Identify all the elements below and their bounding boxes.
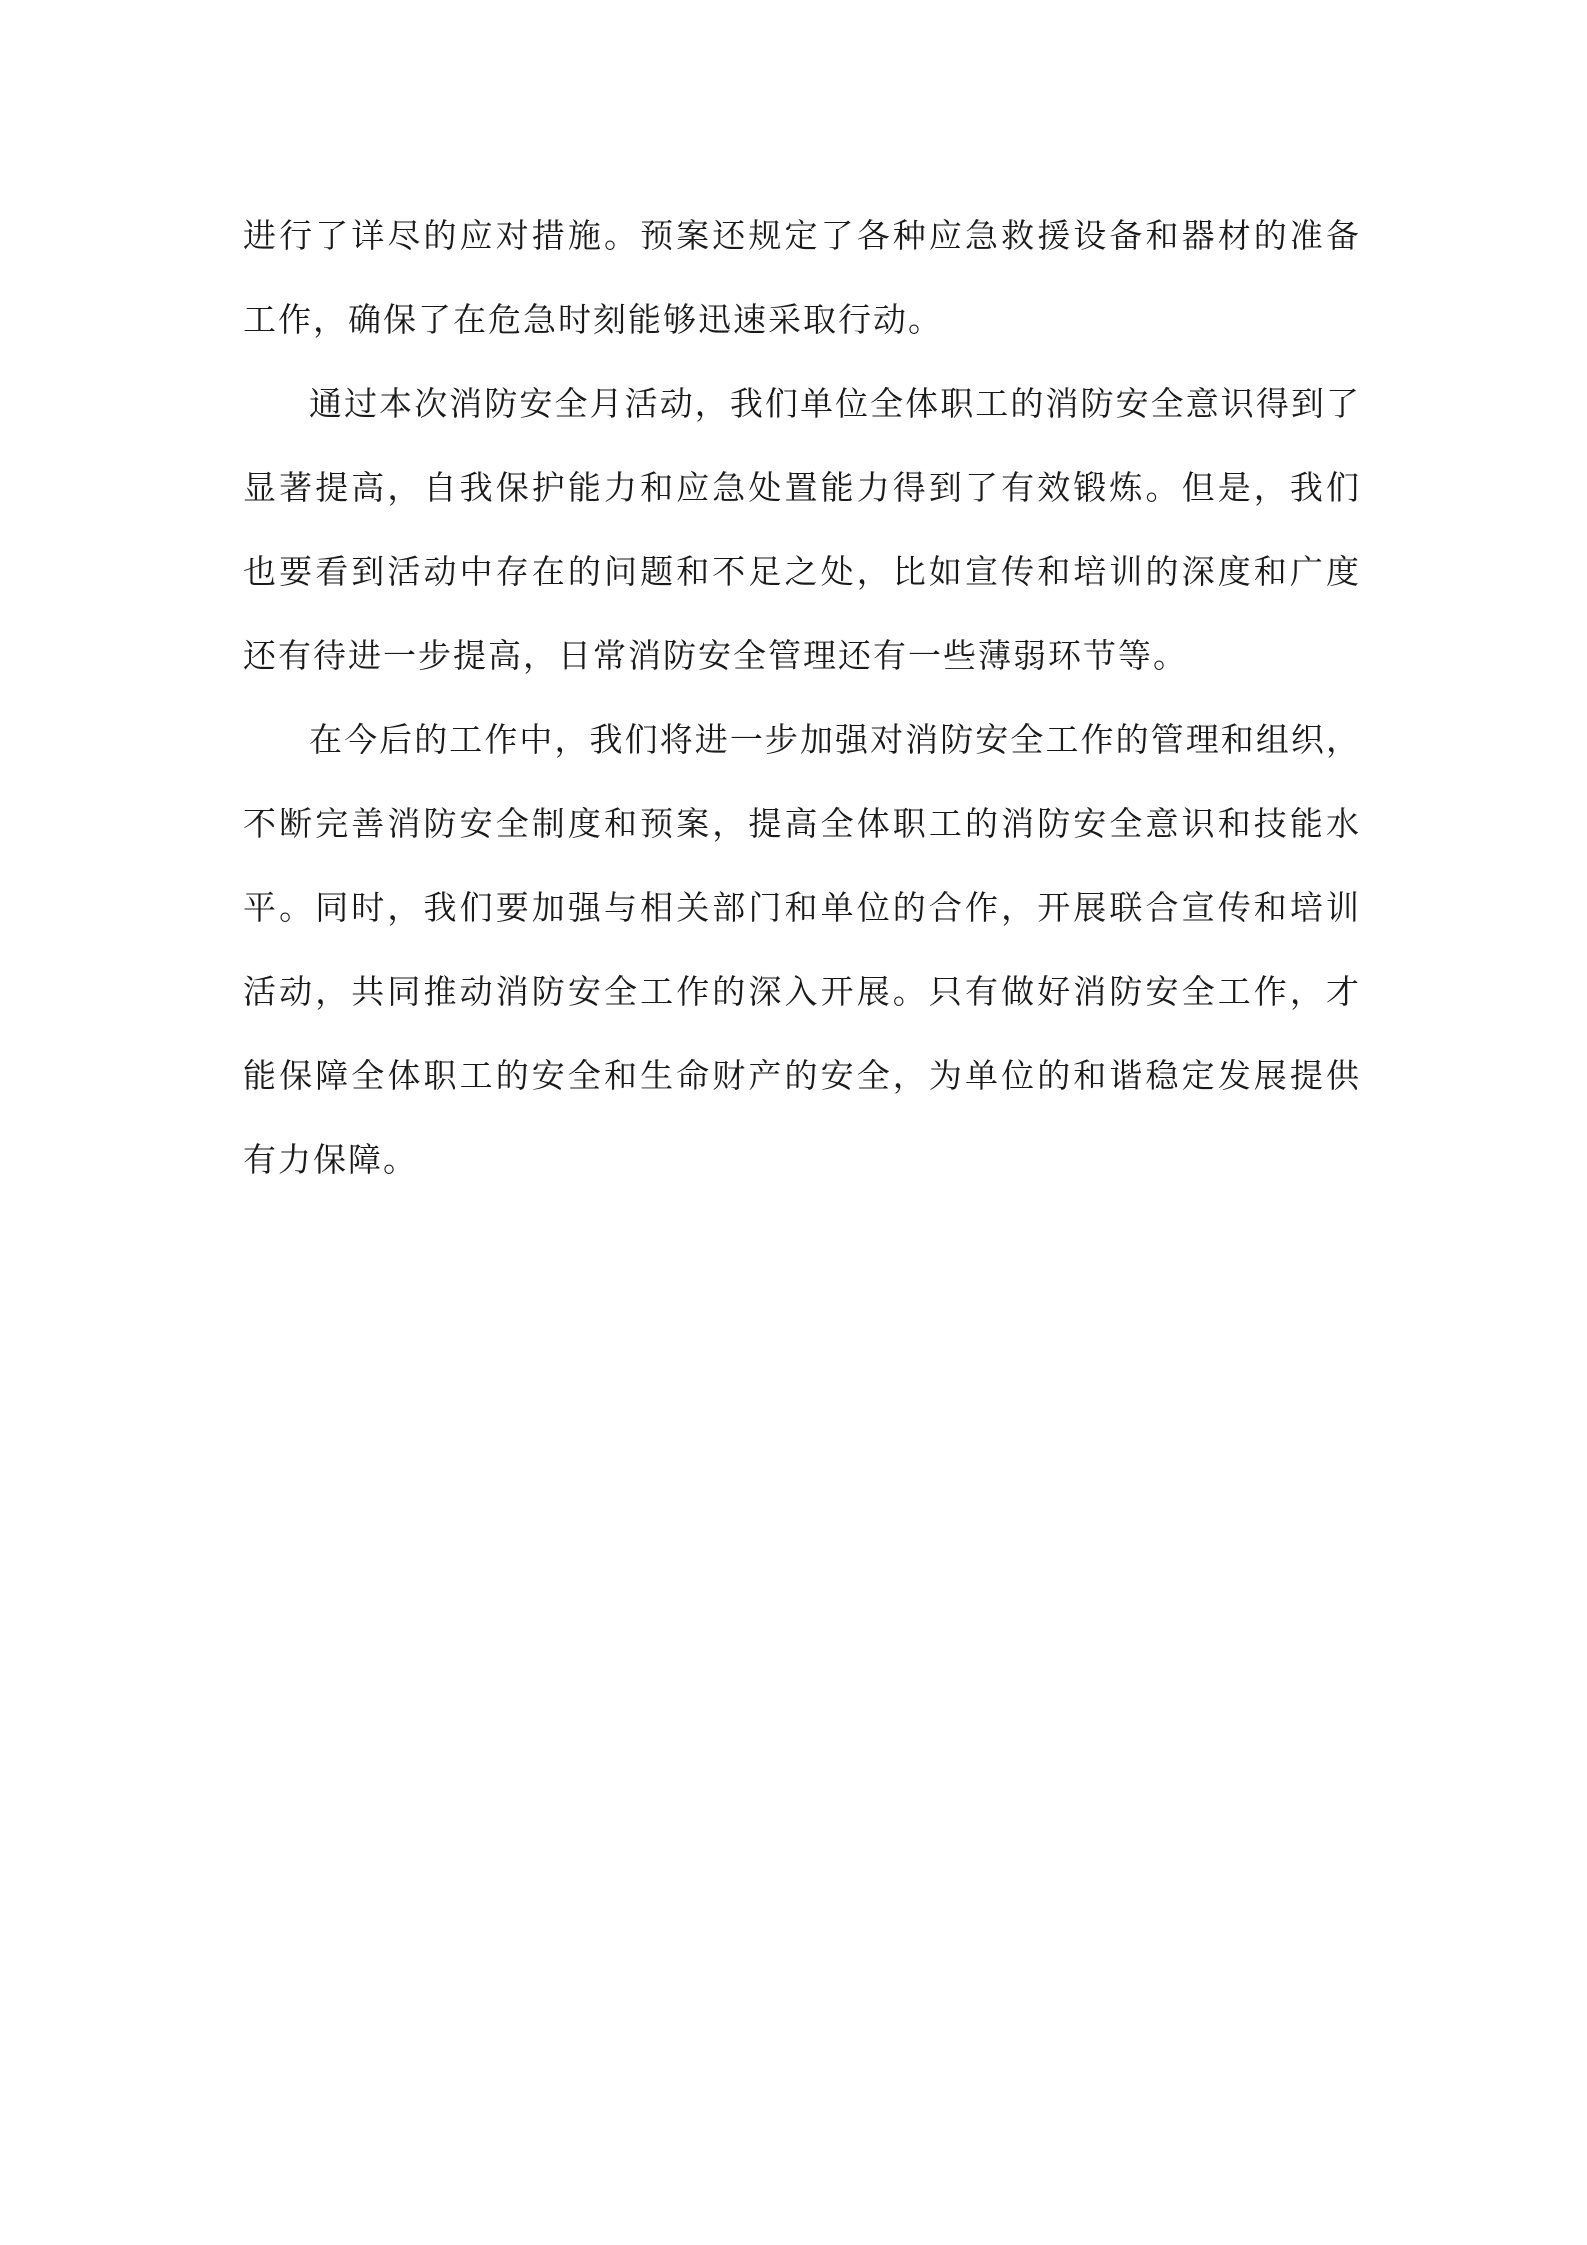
paragraph-continuation: 进行了详尽的应对措施。预案还规定了各种应急救援设备和器材的准备工作，确保了在危急时刻能够迅速采取行动。: [243, 216, 1361, 339]
paragraph-future-work: 在今后的工作中，我们将进一步加强对消防安全工作的管理和组织，不断完善消防安全制度和预案，提高全体职工的消防安全意识和技能水平。同时，我们要加强与相关部门和单位的合作，开展联合宣传和培训活动，共同推动消防安全工作的深入开展。只有做好消防安全工作，才能保障全体职工的安全和生命财产的安全，为单位的和谐稳定发展提供有力保障。: [243, 720, 1361, 1179]
document-body: [243, 194, 1361, 1202]
paragraph-activity-summary: 通过本次消防安全月活动，我们单位全体职工的消防安全意识得到了显著提高，自我保护能力和应急处置能力得到了有效锻炼。但是，我们也要看到活动中存在的问题和不足之处，比如宣传和培训的深度和广度还有待进一步提高，日常消防安全管理还有一些薄弱环节等。: [243, 384, 1361, 675]
